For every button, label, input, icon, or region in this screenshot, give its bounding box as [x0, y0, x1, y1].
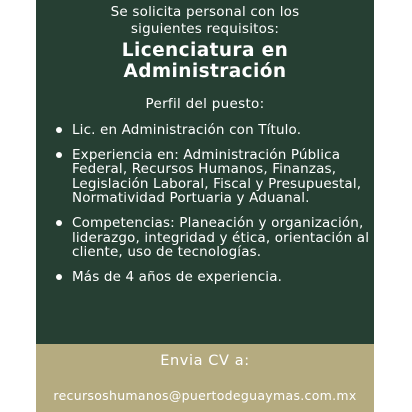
requirement-item: [56, 148, 370, 206]
requirement-text: Experiencia en: Administración Pública Federal, Recursos Humanos, Finanzas, Legislación Laboral, Fiscal y Presupuestal, Normatividad Portuaria y Aduanal.: [72, 146, 362, 207]
send-cv-label: Envia CV a:: [160, 353, 250, 369]
intro-line-1: Se solicita personal con los: [110, 4, 300, 20]
requirement-item: [56, 270, 370, 285]
requirement-text: Más de 4 años de experiencia.: [72, 268, 283, 285]
bullet-icon: [56, 152, 62, 158]
requirements-panel: [36, 0, 374, 344]
intro-line-2: siguientes requisitos:: [130, 21, 280, 37]
bullet-icon: [56, 127, 62, 133]
contact-email-link[interactable]: recursoshumanos@puertodeguaymas.com.mx: [53, 388, 357, 403]
requirement-item: [56, 216, 370, 260]
requirement-text: Competencias: Planeación y organización, liderazgo, integridad y ética, orientación al cliente, uso de tecnologías.: [72, 214, 370, 261]
requirement-item: [56, 123, 370, 138]
intro-text: [36, 4, 374, 38]
requirements-list: [56, 123, 370, 294]
profile-heading: Perfil del puesto:: [145, 96, 265, 112]
job-title: [36, 40, 374, 82]
bullet-icon: [56, 274, 62, 280]
job-posting-card: [36, 0, 374, 412]
job-title-line-2: Administración: [123, 61, 287, 82]
contact-footer: [36, 344, 374, 412]
bullet-icon: [56, 220, 62, 226]
requirement-text: Lic. en Administración con Título.: [72, 122, 302, 138]
job-title-line-1: Licenciatura en: [121, 40, 289, 61]
